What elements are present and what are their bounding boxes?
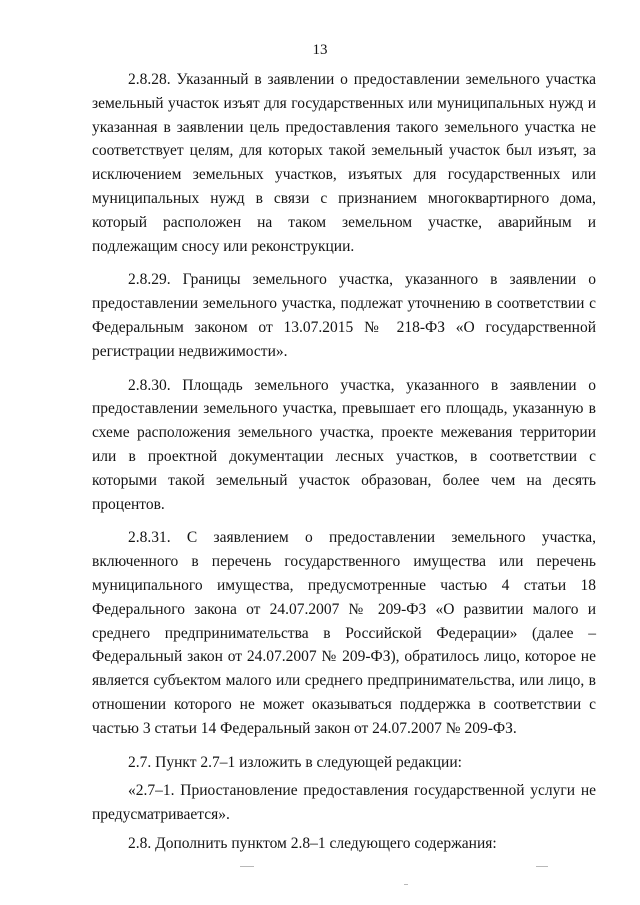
document-body [92,68,596,861]
paragraph-2-8-29: 2.8.29. Границы земельного участка, указанного в заявлении о предоставлении земельного участка, подлежат уточнению в соответствии с Федеральным законом от 13.07.2015 № 218-ФЗ «О государственной регистрации недвижимости». [92,271,596,360]
paragraph-quote-2-7-1: «2.7–1. Приостановление предоставления государственной услуги не предусматривается». [92,782,596,824]
scan-artifact [404,884,408,885]
scan-artifact [240,866,254,867]
scan-artifact [536,866,548,867]
page-number: 13 [312,42,328,58]
paragraph-amend-2-8: 2.8. Дополнить пунктом 2.8–1 следующего содержания: [128,834,497,852]
paragraph-2-8-30: 2.8.30. Площадь земельного участка, указанного в заявлении о предоставлении земельного участка, превышает его площадь, указанную в схеме расположения земельного участка, проекте межевания территории или в проектной документации лесных участков, в соответствии с которыми такой земельный участок образован, более чем на десять процентов. [92,376,596,513]
paragraph-2-8-31: 2.8.31. С заявлением о предоставлении земельного участка, включенного в перечень государственного имущества или перечень муниципального имущества, предусмотренные частью 4 статьи 18 Федерального закона от 24.07.2007 № 209-ФЗ «О развитии малого и среднего предпринимательства в Российской Федерации» (далее – Федеральный закон от 24.07.2007 № 209-ФЗ), обратилось лицо, которое не является субъектом малого или среднего предпринимательства, или лицо, в отношении которого не может оказываться поддержка в соответствии с частью 3 статьи 14 Федеральный закон от 24.07.2007 № 209-ФЗ. [92,529,596,737]
paragraph-amend-2-7: 2.7. Пункт 2.7–1 изложить в следующей редакции: [128,753,462,771]
paragraph-2-8-28: 2.8.28. Указанный в заявлении о предоставлении земельного участка земельный участок изъят для государственных или муниципальных нужд и указанная в заявлении цель предоставления такого земельного участка не соответствует целям, для которых такой земельный участок был изъят, за исключением земельных участков, изъятых для государственных или муниципальных нужд в связи с признанием многоквартирного дома, который расположен на таком земельном участке, аварийным и подлежащим сносу или реконструкции. [92,71,596,255]
